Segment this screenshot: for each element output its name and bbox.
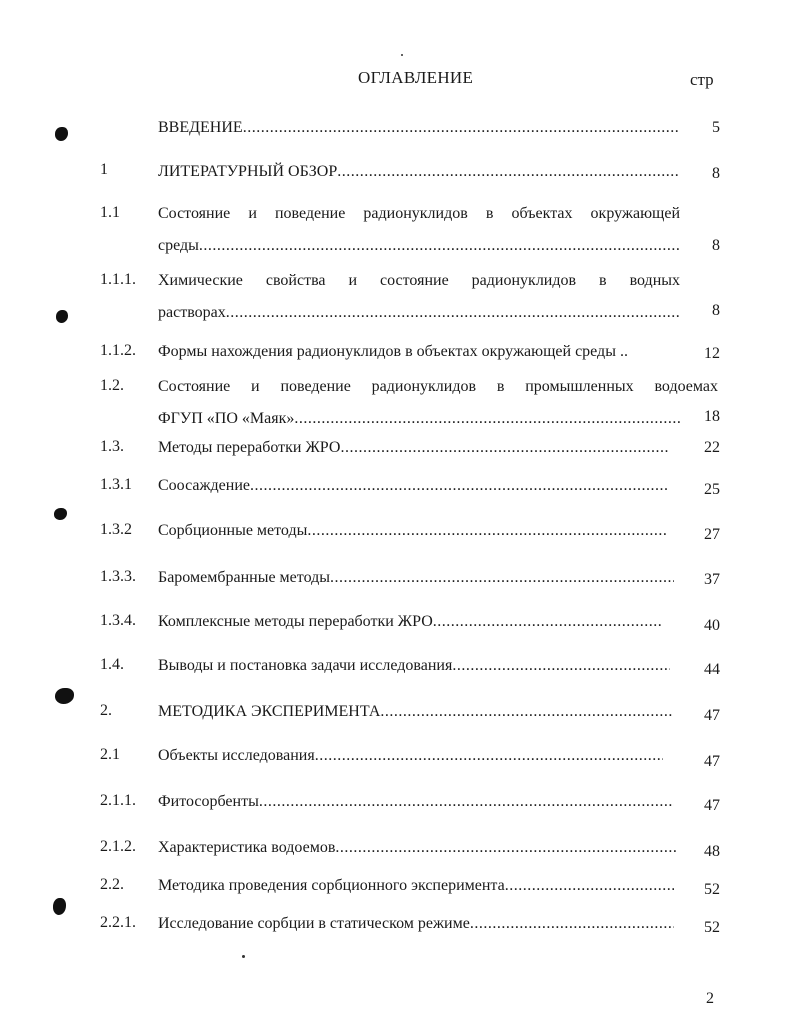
- page-column-header: стр: [690, 70, 714, 89]
- toc-entry-title: Фитосорбенты .....: [158, 786, 674, 818]
- scan-blot: [56, 310, 68, 323]
- toc-entry-number: 2.1.2.: [100, 838, 136, 855]
- scan-blot: [54, 508, 67, 520]
- toc-entry-title: Баромембранные методы .....: [158, 562, 674, 594]
- toc-entry-page: 47: [704, 753, 720, 770]
- toc-entry-title: ЛИТЕРАТУРНЫЙ ОБЗОР .....: [158, 156, 680, 188]
- toc-entry-page: 37: [704, 571, 720, 588]
- toc-entry-title: МЕТОДИКА ЭКСПЕРИМЕНТА .....: [158, 696, 672, 728]
- toc-entry-page: 52: [704, 919, 720, 936]
- toc-entry-page: 22: [704, 439, 720, 456]
- page-number: 2: [706, 990, 714, 1007]
- scan-blot: [53, 898, 66, 915]
- toc-entry-page: 47: [704, 797, 720, 814]
- toc-entry-number: 1.2.: [100, 377, 124, 394]
- toc-entry-page: 8: [712, 237, 720, 254]
- scan-blot: [55, 688, 74, 704]
- scan-speck: [242, 955, 245, 958]
- toc-entry-number: 1.1.2.: [100, 342, 136, 359]
- toc-entry-title: Химические свойства и состояние радионуклидов в водных растворах .....: [158, 265, 680, 329]
- toc-entry-title: Соосаждение .....: [158, 470, 668, 502]
- toc-entry-page: 8: [712, 302, 720, 319]
- toc-entry-page: 40: [704, 617, 720, 634]
- toc-entry-title: Исследование сорбции в статическом режиме .....: [158, 908, 674, 940]
- toc-entry-page: 52: [704, 881, 720, 898]
- toc-entry-title: Характеристика водоемов .....: [158, 832, 676, 864]
- toc-entry-page: 48: [704, 843, 720, 860]
- toc-entry-page: 27: [704, 526, 720, 543]
- toc-entry-number: 1.3.: [100, 438, 124, 455]
- toc-entry-number: 2.2.: [100, 876, 124, 893]
- toc-entry-page: 18: [704, 408, 720, 425]
- toc-entry-number: 1.1: [100, 204, 120, 221]
- toc-entry-title: Выводы и постановка задачи исследования .....: [158, 650, 670, 682]
- toc-entry-page: 8: [712, 165, 720, 182]
- toc-entry-number: 1.1.1.: [100, 271, 136, 288]
- toc-entry-page: 12: [704, 345, 720, 362]
- toc-entry-number: 2.2.1.: [100, 914, 136, 931]
- toc-entry-number: 1.3.4.: [100, 612, 136, 629]
- toc-entry-title: Методы переработки ЖРО .....: [158, 432, 668, 464]
- toc-entry-page: 25: [704, 481, 720, 498]
- toc-entry-title: Объекты исследования .....: [158, 740, 663, 772]
- toc-entry-title: Состояние и поведение радионуклидов в промышленных водоемах ФГУП «ПО «Маяк» .....: [158, 371, 680, 435]
- toc-entry-page: 47: [704, 707, 720, 724]
- toc-entry-title: Методика проведения сорбционного эксперимента .....: [158, 870, 674, 902]
- toc-entry-number: 2.1: [100, 746, 120, 763]
- toc-entry-page: 44: [704, 661, 720, 678]
- toc-entry-number: 1.4.: [100, 656, 124, 673]
- toc-entry-number: 2.: [100, 702, 112, 719]
- toc-entry-number: 1.3.3.: [100, 568, 136, 585]
- scan-blot: [55, 127, 68, 141]
- scan-speck: [401, 54, 403, 56]
- toc-entry-page: 5: [712, 119, 720, 136]
- toc-entry-title: ВВЕДЕНИЕ .....: [158, 112, 680, 144]
- toc-entry-title: Комплексные методы переработки ЖРО .....: [158, 606, 663, 638]
- toc-entry-number: 1: [100, 161, 108, 178]
- toc-entry-number: 1.3.1: [100, 476, 132, 493]
- toc-entry-number: 2.1.1.: [100, 792, 136, 809]
- page-title: ОГЛАВЛЕНИЕ: [358, 68, 474, 87]
- toc-entry-title: Сорбционные методы .....: [158, 515, 668, 547]
- toc-entry-title: Формы нахождения радионуклидов в объектах окружающей среды ..: [158, 343, 628, 360]
- toc-entry-title: Состояние и поведение радионуклидов в объектах окружающей среды .....: [158, 198, 680, 262]
- toc-entry-number: 1.3.2: [100, 521, 132, 538]
